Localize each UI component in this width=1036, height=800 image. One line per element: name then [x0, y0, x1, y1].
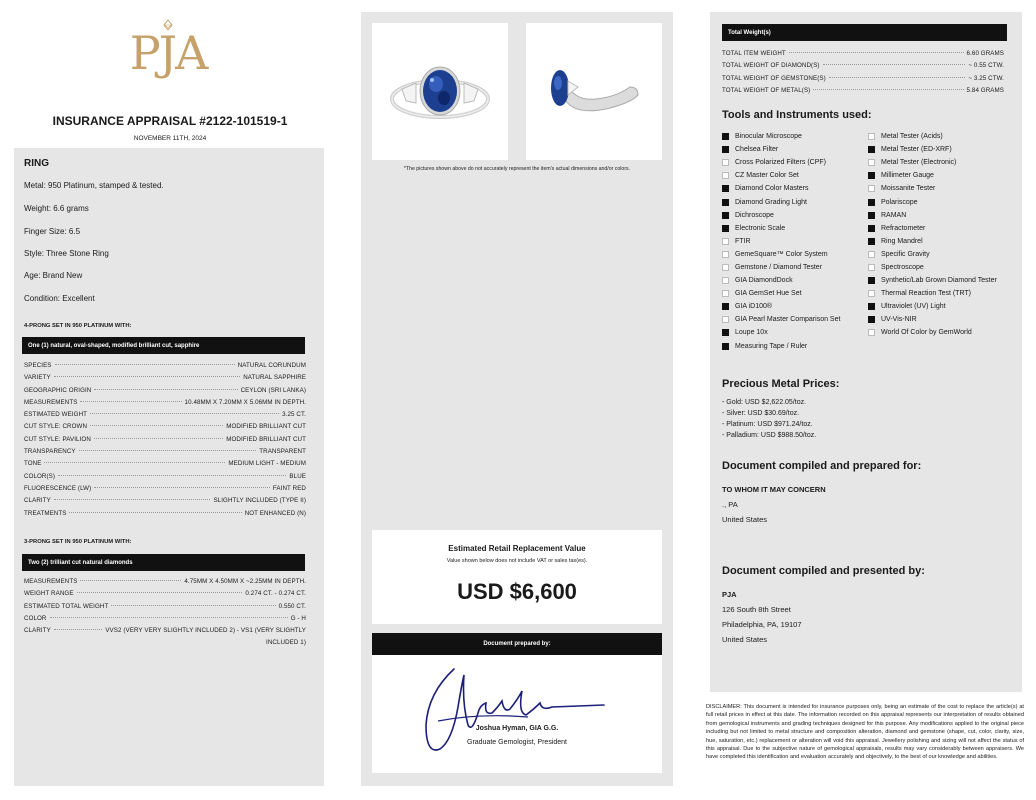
- table-row: ESTIMATED WEIGHT 3.25 CT.: [24, 411, 306, 419]
- total-weights-bar-label: Total Weight(s): [728, 29, 771, 36]
- presenter-line1: 126 South 8th Street: [722, 605, 791, 614]
- checkbox-icon: [722, 212, 729, 219]
- page-title: INSURANCE APPRAISAL #2122-101519-1: [52, 114, 288, 128]
- center-stone-bar: [22, 337, 305, 354]
- finger-size-field: Finger Size: 6.5: [24, 227, 81, 236]
- tool-item: Dichroscope: [722, 209, 868, 222]
- table-row: TOTAL ITEM WEIGHT 6.60 GRAMS: [722, 50, 1004, 57]
- table-row: WEIGHT RANGE 0.274 CT. - 0.274 CT.: [24, 590, 306, 598]
- tool-item: Gemstone / Diamond Tester: [722, 261, 868, 274]
- checkbox-icon: [722, 159, 729, 166]
- prepared-for-title: Document compiled and prepared for:: [722, 460, 922, 472]
- center-stone-setting-label: 4-PRONG SET IN 950 PLATINUM WITH:: [24, 323, 132, 329]
- prepared-for-name: TO WHOM IT MAY CONCERN: [722, 485, 826, 494]
- checkbox-icon: [868, 264, 875, 271]
- table-row: CLARITY VVS2 (VERY VERY SLIGHTLY INCLUDED 2) - VS1 (VERY SLIGHTLY: [24, 627, 306, 635]
- tool-item: Ring Mandrel: [868, 235, 1018, 248]
- tool-item: Moissanite Tester: [868, 182, 1018, 195]
- tool-item: RAMAN: [868, 209, 1018, 222]
- tool-item: FTIR: [722, 235, 868, 248]
- checkbox-icon: [868, 212, 875, 219]
- preparer-name: Joshua Hyman, GIA G.G.: [475, 725, 559, 732]
- checkbox-icon: [868, 303, 875, 310]
- checkbox-icon: [722, 146, 729, 153]
- table-row-continuation: INCLUDED 1): [266, 639, 306, 647]
- checkbox-icon: [722, 316, 729, 323]
- table-row: TOTAL WEIGHT OF GEMSTONE(S) ~ 3.25 CTW.: [722, 74, 1004, 82]
- tool-item: GIA GemSet Hue Set: [722, 287, 868, 300]
- table-row: TRANSPARENCY TRANSPARENT: [24, 448, 306, 456]
- tool-item: Diamond Grading Light: [722, 195, 868, 208]
- image-disclaimer: *The pictures shown above do not accurately represent the item's actual dimensions and/or colors.: [403, 166, 631, 172]
- value-amount: USD $6,600: [457, 579, 577, 604]
- legal-disclaimer: DISCLAIMER: This document is intended for insurance purposes only, being an estimate of the cost to replace the article(s) at full retail prices in effect at this date. The information recorded on this appraisal represents our interpretation of results obtained from gemological instruments and grading techniques designed for this purpose. Any modifications applied to the original piece including but not limited to metal structure and composition alteration, diamond and gemstone (shape, cut, color, clarity, size, hue, saturation, etc.) replacement or alteration will void this appraisal. Jewellery polishing and sizing will not affect the status of this appraisal. Due to the subjective nature of gemological appraisals, results may vary considerably between appraisers. We have completed this identification and evaluation accurately and objectively, to the best of our knowledge and abilities.: [706, 704, 1024, 761]
- tool-item: GIA iD100®: [722, 300, 868, 313]
- tool-item: Polariscope: [868, 195, 1018, 208]
- checkbox-icon: [722, 199, 729, 206]
- table-row: TOTAL WEIGHT OF METAL(S) 5.84 GRAMS: [722, 86, 1004, 94]
- metal-price-item: - Silver: USD $30.69/toz.: [722, 410, 800, 417]
- tool-item: Cross Polarized Filters (CPF): [722, 156, 868, 169]
- tool-item: Specific Gravity: [868, 248, 1018, 261]
- prepared-by-bar: [372, 633, 662, 655]
- table-row: COLOR G - H: [24, 614, 306, 622]
- signature-box: [372, 655, 662, 773]
- age-field: Age: Brand New: [24, 271, 83, 280]
- ring-photo-side: [526, 23, 662, 160]
- tool-item: World Of Color by GemWorld: [868, 326, 1018, 339]
- tool-item: Loupe 10x: [722, 326, 868, 339]
- checkbox-icon: [722, 303, 729, 310]
- item-type: RING: [24, 158, 49, 169]
- tool-item: UV-Vis-NIR: [868, 313, 1018, 326]
- prepared-for-line2: United States: [722, 515, 768, 524]
- brand-logo: [118, 18, 218, 94]
- tools-list-right: [868, 130, 1018, 340]
- checkbox-icon: [722, 225, 729, 232]
- logo-text: PJA: [129, 26, 207, 80]
- table-row: TREATMENTS NOT ENHANCED (N): [24, 509, 306, 517]
- checkbox-icon: [722, 172, 729, 179]
- tool-item: Measuring Tape / Ruler: [722, 340, 868, 353]
- table-row: ESTIMATED TOTAL WEIGHT 0.550 CT.: [24, 602, 306, 610]
- checkbox-icon: [722, 251, 729, 258]
- tool-item: Spectroscope: [868, 261, 1018, 274]
- total-weights-table: [722, 50, 1004, 99]
- table-row: SPECIES NATURAL CORUNDUM: [24, 362, 306, 369]
- checkbox-icon: [868, 290, 875, 297]
- checkbox-icon: [868, 225, 875, 232]
- checkbox-icon: [868, 199, 875, 206]
- preparer-role: Graduate Gemologist, President: [467, 739, 567, 746]
- side-stones-table: [24, 578, 306, 652]
- checkbox-icon: [868, 329, 875, 336]
- prepared-for-line1: ., PA: [722, 500, 738, 509]
- side-stones-bar: [22, 554, 305, 571]
- tool-item: Diamond Color Masters: [722, 182, 868, 195]
- tool-item: GIA DiamondDock: [722, 274, 868, 287]
- checkbox-icon: [868, 172, 875, 179]
- ring-side-image: [526, 23, 662, 160]
- checkbox-icon: [722, 238, 729, 245]
- tool-item: Metal Tester (Electronic): [868, 156, 1018, 169]
- tool-item: CZ Master Color Set: [722, 169, 868, 182]
- checkbox-icon: [722, 185, 729, 192]
- table-row: FLUORESCENCE (LW) FAINT RED: [24, 484, 306, 492]
- checkbox-icon: [868, 133, 875, 140]
- checkbox-icon: [722, 343, 729, 350]
- tools-list-left: [722, 130, 868, 353]
- ring-front-image: [372, 23, 508, 160]
- checkbox-icon: [868, 316, 875, 323]
- checkbox-icon: [868, 185, 875, 192]
- tool-item: Metal Tester (Acids): [868, 130, 1018, 143]
- presenter-line2: Philadelphia, PA, 19107: [722, 620, 802, 629]
- table-row: CUT STYLE: CROWN MODIFIED BRILLIANT CUT: [24, 423, 306, 431]
- checkbox-icon: [868, 251, 875, 258]
- table-row: CUT STYLE: PAVILION MODIFIED BRILLIANT CUT: [24, 435, 306, 443]
- table-row: TONE MEDIUM LIGHT - MEDIUM: [24, 460, 306, 468]
- metal-price-item: - Gold: USD $2,622.05/toz.: [722, 399, 807, 406]
- tool-item: Binocular Microscope: [722, 130, 868, 143]
- table-row: GEOGRAPHIC ORIGIN CEYLON (SRI LANKA): [24, 386, 306, 394]
- checkbox-icon: [722, 277, 729, 284]
- condition-field: Condition: Excellent: [24, 294, 95, 303]
- presenter-line3: United States: [722, 635, 768, 644]
- presenter-name: PJA: [722, 590, 737, 599]
- checkbox-icon: [722, 290, 729, 297]
- table-row: COLOR(S) BLUE: [24, 472, 306, 480]
- metal-field: Metal: 950 Platinum, stamped & tested.: [24, 181, 164, 190]
- metal-prices-title: Precious Metal Prices:: [722, 378, 840, 390]
- checkbox-icon: [868, 146, 875, 153]
- signature-image: [418, 663, 618, 763]
- checkbox-icon: [722, 264, 729, 271]
- value-box: [372, 530, 662, 624]
- checkbox-icon: [722, 329, 729, 336]
- center-stone-table: [24, 362, 306, 522]
- tool-item: Ultraviolet (UV) Light: [868, 300, 1018, 313]
- tool-item: Refractometer: [868, 222, 1018, 235]
- checkbox-icon: [868, 277, 875, 284]
- style-field: Style: Three Stone Ring: [24, 249, 109, 258]
- tool-item: Thermal Reaction Test (TRT): [868, 287, 1018, 300]
- center-stone-bar-label: One (1) natural, oval-shaped, modified brilliant cut, sapphire: [28, 342, 200, 349]
- appraisal-date: NOVEMBER 11TH, 2024: [133, 135, 207, 142]
- tool-item: Synthetic/Lab Grown Diamond Tester: [868, 274, 1018, 287]
- metal-price-item: - Palladium: USD $988.50/toz.: [722, 432, 817, 439]
- presented-by-title: Document compiled and presented by:: [722, 565, 925, 577]
- checkbox-icon: [868, 159, 875, 166]
- tool-item: Chelsea Filter: [722, 143, 868, 156]
- ring-photo-front: [372, 23, 508, 160]
- value-title: Estimated Retail Replacement Value: [448, 544, 586, 553]
- value-note: Value shown below does not include VAT or sales tax(es).: [446, 558, 588, 564]
- table-row: CLARITY SLIGHTLY INCLUDED (TYPE II): [24, 497, 306, 505]
- total-weights-bar: [722, 24, 1007, 41]
- tool-item: GIA Pearl Master Comparison Set: [722, 313, 868, 326]
- tool-item: GemeSquare™ Color System: [722, 248, 868, 261]
- side-stones-setting-label: 3-PRONG SET IN 950 PLATINUM WITH:: [24, 539, 132, 545]
- metal-price-item: - Platinum: USD $971.24/toz.: [722, 421, 813, 428]
- side-stones-bar-label: Two (2) trilliant cut natural diamonds: [28, 559, 133, 566]
- table-row: MEASUREMENTS 10.48MM X 7.20MM X 5.06MM IN DEPTH.: [24, 398, 306, 406]
- prepared-by-bar-label: Document prepared by:: [483, 641, 551, 647]
- weight-field: Weight: 6.6 grams: [24, 204, 89, 213]
- tool-item: Millimeter Gauge: [868, 169, 1018, 182]
- tools-title: Tools and Instruments used:: [722, 109, 872, 121]
- tool-item: Metal Tester (ED-XRF): [868, 143, 1018, 156]
- checkbox-icon: [722, 133, 729, 140]
- checkbox-icon: [868, 238, 875, 245]
- table-row: MEASUREMENTS 4.75MM X 4.50MM X ~2.25MM IN DEPTH.: [24, 578, 306, 585]
- table-row: TOTAL WEIGHT OF DIAMOND(S) ~ 0.55 CTW.: [722, 62, 1004, 70]
- table-row: VARIETY NATURAL SAPPHIRE: [24, 374, 306, 382]
- tool-item: Electronic Scale: [722, 222, 868, 235]
